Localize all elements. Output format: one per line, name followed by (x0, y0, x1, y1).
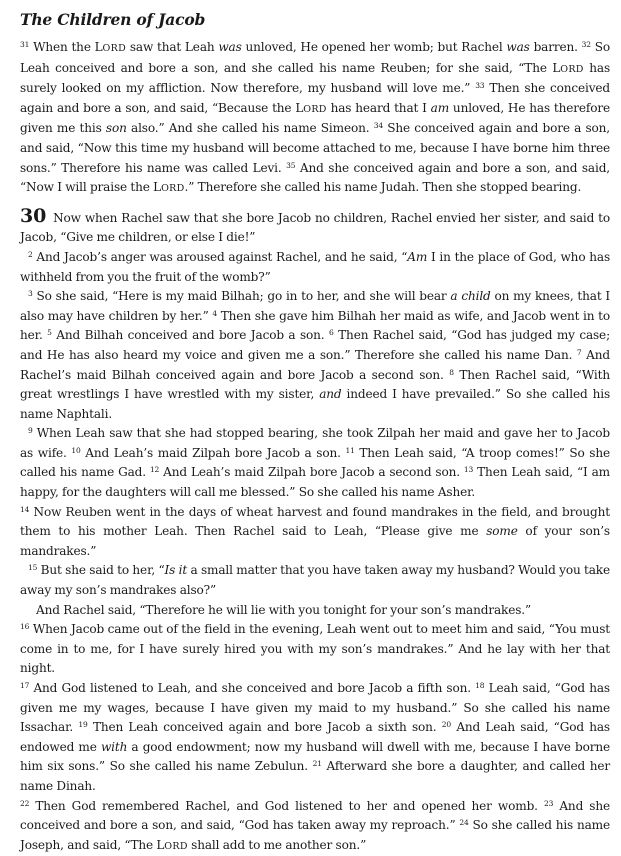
verse-number: 14 (20, 504, 30, 514)
italic-text: Am (407, 249, 428, 264)
verse-number: 9 (28, 426, 33, 436)
verse-number: 33 (475, 81, 485, 91)
italic-text: some (486, 524, 518, 539)
paragraph: $^3$ So she said, “Here is my maid Bilhah; go in to her, and she will bear a child on my knees, that I also may have children by her.” $^4$ Then she gave him Bilhah her maid as wife, and Jacob went in to her. $^5$ And Bilhah conceived and bore Jacob a son. $^6$ Then Rachel said, “God has judged my case; and He has also heard my voice and given me a son.” Therefore she called his name Dan. $^7$ And Rachel’s maid Bilhah conceived again and bore Jacob a second son. $^8$ Then Rachel said, “With great wrestlings I have wrestled with my sister, and indeed I have prevailed.” So she called his name Naphtali. (20, 289, 611, 421)
scripture-page (20, 10, 610, 856)
verse-number: 16 (20, 622, 30, 632)
paragraph: And Rachel said, “Therefore he will lie with you tonight for your son’s mandrakes.” (36, 602, 531, 617)
verse-number: 35 (286, 160, 296, 170)
paragraph: $^2$ And Jacob’s anger was aroused against Rachel, and he said, “Am I in the place of God, who has withheld from you the fruit of the womb?” (20, 249, 611, 284)
divine-name: LORD (295, 100, 327, 115)
verse-number: 23 (543, 798, 554, 808)
verse-number: 12 (149, 465, 160, 475)
italic-text: a child (450, 289, 491, 304)
divine-name: LORD (153, 180, 185, 195)
verse-number: 15 (28, 563, 38, 573)
verse-number: 24 (459, 818, 469, 828)
paragraph: $^{14}$ Now Reuben went in the days of wheat harvest and found mandrakes in the field, and brought them to his mother Leah. Then Rachel said to Leah, “Please give me some of your son’s mandrakes.” (20, 504, 610, 558)
verse-number: 4 (212, 308, 218, 318)
paragraph: $^{15}$ But she said to her, “Is it a small matter that you have taken away my husband? Would you take away my son’s mandrakes also?” (20, 563, 610, 598)
italic-text: with (100, 739, 128, 754)
verse-number: 5 (47, 328, 52, 338)
verse-number: 19 (78, 720, 88, 730)
paragraph: $^{16}$ When Jacob came out of the field in the evening, Leah went out to meet him and said, “You must come in to me, for I have surely hired you with my son’s mandrakes.” And he lay with her that night. (20, 622, 610, 676)
italic-text: Is it (164, 563, 188, 578)
italic-text: and (319, 387, 342, 402)
chapter-number: 30 (20, 204, 47, 227)
verse-number: 13 (463, 465, 474, 475)
italic-text: son (105, 121, 127, 136)
divine-name: LORD (552, 60, 584, 75)
verse-number: 3 (28, 289, 33, 299)
paragraph-text: Now when Rachel saw that she bore Jacob no children, Rachel envied her sister, and said to Jacob, “Give me children, or else I die!” (20, 210, 610, 245)
paragraph: $^9$ When Leah saw that she had stopped bearing, she took Zilpah her maid and gave her to Jacob as wife. $^{10}$ And Leah’s maid Zilpah bore Jacob a son. $^{11}$ Then Leah said, “A troop comes!” So she called his name Gad. $^{12}$ And Leah’s maid Zilpah bore Jacob a second son. $^{13}$ Then Leah said, “I am happy, for the daughters will call me blessed.” So she called his name Asher. (20, 426, 611, 500)
italic-text: was (218, 40, 242, 54)
verse-number: 8 (449, 367, 454, 377)
verse-number: 22 (20, 798, 30, 808)
paragraph-spacer (20, 199, 610, 207)
verse-number: 18 (475, 681, 485, 690)
verse-number: 34 (373, 121, 383, 131)
verse-number: 10 (71, 445, 81, 455)
italic-text: was (506, 40, 530, 54)
section-heading: The Children of Jacob (20, 10, 206, 29)
verse-number: 20 (441, 720, 452, 730)
verse-number: 17 (20, 681, 30, 690)
divine-name: LORD (156, 837, 188, 852)
divine-name: LORD (94, 40, 127, 54)
paragraph: $^{22}$ Then God remembered Rachel, and God listened to her and opened her womb. $^{23}$ And she conceived and bore a son, and said, “God has taken away my reproach.” $^{24}$ So she called his name Joseph, and said, “The LORD shall add to me another son.” (20, 798, 610, 852)
chapter-opening-paragraph (20, 204, 610, 248)
paragraph: $^{17}$ And God listened to Leah, and she conceived and bore Jacob a fifth son. $^{18}$ Leah said, “God has given me my wages, because I have given my maid to my husband.” So she called his name Issachar. $^{19}$ Then Leah conceived again and bore Jacob a sixth son. $^{20}$ And Leah said, “God has endowed me with a good endowment; now my husband will dwell with me, because I have borne him six sons.” So she called his name Zebulun. $^{21}$ Afterward she bore a daughter, and called her name Dinah. (20, 681, 610, 793)
verse-number: 6 (329, 328, 334, 338)
verse-number: 21 (312, 759, 322, 769)
italic-text: am (430, 100, 450, 115)
verse-number: 11 (345, 445, 355, 455)
verse-number: 2 (28, 249, 33, 259)
verse-number: 32 (581, 40, 591, 49)
verse-number: 31 (20, 40, 30, 49)
verse-number: 7 (576, 347, 582, 357)
paragraph: $^{31}$ When the LORD saw that Leah was unloved, He opened her womb; but Rachel was barren. $^{32}$ So Leah conceived and bore a son, and she called his name Reuben; for she said, “The LORD has surely looked on my affliction. Now therefore, my husband will love me.” $^{33}$ Then she conceived again and bore a son, and said, “Because the LORD has heard that I am unloved, He has therefore given me this son also.” And she called his name Simeon. $^{34}$ She conceived again and bore a son, and said, “Now this time my husband will become attached to me, because I have borne him three sons.” Therefore his name was called Levi. $^{35}$ And she conceived again and bore a son, and said, “Now I will praise the LORD.” Therefore she called his name Judah. Then she stopped bearing. (20, 40, 610, 195)
